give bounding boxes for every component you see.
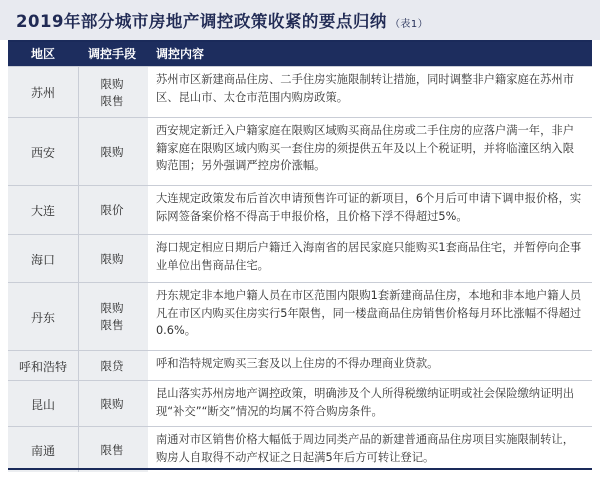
city-cell: 大连: [30, 204, 55, 218]
method-label: 限购: [100, 144, 124, 159]
table-row: [8, 380, 592, 427]
content-cell: 呼和浩特规定购买三套及以上住房的不得办理商业贷款。: [148, 351, 592, 381]
title-text: 2019年部分城市房地产调控政策收紧的要点归纳: [16, 12, 387, 31]
title-bar: [0, 0, 600, 40]
content-cell: 南通对市区销售价格大幅低于周边同类产品的新建普通商品住房项目实施限制转让，购房人自取得不动产权证之日起满5年后方可转让登记。: [148, 427, 592, 473]
method-cell: [82, 186, 142, 235]
method-cell: [82, 351, 142, 381]
table-row: [8, 66, 592, 118]
method-label: 限购: [100, 301, 124, 315]
city-cell: 呼和浩特: [18, 359, 67, 374]
content-cell: 苏州市区新建商品住房、二手住房实施限制转让措施，同时调整非户籍家庭在苏州市区、昆山市、太仓市范围内购房政策。: [148, 67, 592, 118]
method-label: 限购: [100, 251, 124, 266]
table-title: [16, 8, 428, 32]
policy-table: [8, 40, 592, 472]
city-cell: 丹东: [30, 310, 55, 325]
content-cell: 大连规定政策发布后首次申请预售许可证的新项目，6个月后可申请下调申报价格，实际网签备案价格不得高于申报价格，且价格下浮不得超过5%。: [148, 186, 592, 235]
table-number-tag: （表1）: [389, 19, 429, 30]
method-cell: [82, 67, 142, 118]
method-label: 限售: [100, 318, 124, 332]
city-cell: 海口: [30, 252, 55, 267]
table-bottom-rule: [8, 468, 592, 470]
method-cell: [82, 427, 142, 473]
method-label: 限价: [100, 203, 124, 217]
table-row: [8, 234, 592, 283]
table-header: [8, 42, 592, 66]
method-label: 限购: [100, 396, 124, 411]
content-cell: 海口规定相应日期后户籍迁入海南省的居民家庭只能购买1套商品住宅，并暂停向企事业单位出售商品住宅。: [148, 235, 592, 283]
header-content: 调控内容: [156, 47, 205, 61]
content-cell: 丹东规定非本地户籍人员在市区范围内限购1套新建商品住房，本地和非本地户籍人员凡在市区内购买住房实行5年限售，同一楼盘商品住房销售价格每月环比涨幅不得超过0.6%。: [148, 283, 592, 351]
city-cell: 西安: [30, 145, 55, 160]
method-cell: [82, 381, 142, 427]
method-label: 限贷: [100, 358, 124, 373]
table-row: [8, 117, 592, 186]
table-row: [8, 282, 592, 351]
city-cell: 昆山: [30, 397, 55, 412]
table-row: [8, 185, 592, 235]
method-label: 限购: [100, 76, 124, 91]
header-city: 地区: [30, 47, 55, 61]
method-cell: [82, 235, 142, 283]
city-cell: 南通: [30, 443, 55, 458]
content-cell: 昆山落实苏州房地产调控政策，明确涉及个人所得税缴纳证明或社会保险缴纳证明出现“补交”“断交”情况的均属不符合购房条件。: [148, 381, 592, 427]
content-cell: 西安规定新迁入户籍家庭在限购区域购买商品住房或二手住房的应落户满一年，非户籍家庭在限购区域内购买一套住房的须提供五年及以上个税证明，并将临潼区纳入限购范围；另外强调严控房价涨幅。: [148, 118, 592, 186]
table-row: [8, 426, 592, 473]
method-label: 限售: [100, 442, 124, 457]
city-cell: 苏州: [30, 86, 55, 100]
header-method: 调控手段: [87, 47, 136, 61]
method-cell: [82, 283, 142, 351]
table-row: [8, 350, 592, 381]
method-label: 限售: [100, 93, 124, 108]
method-cell: [82, 118, 142, 186]
